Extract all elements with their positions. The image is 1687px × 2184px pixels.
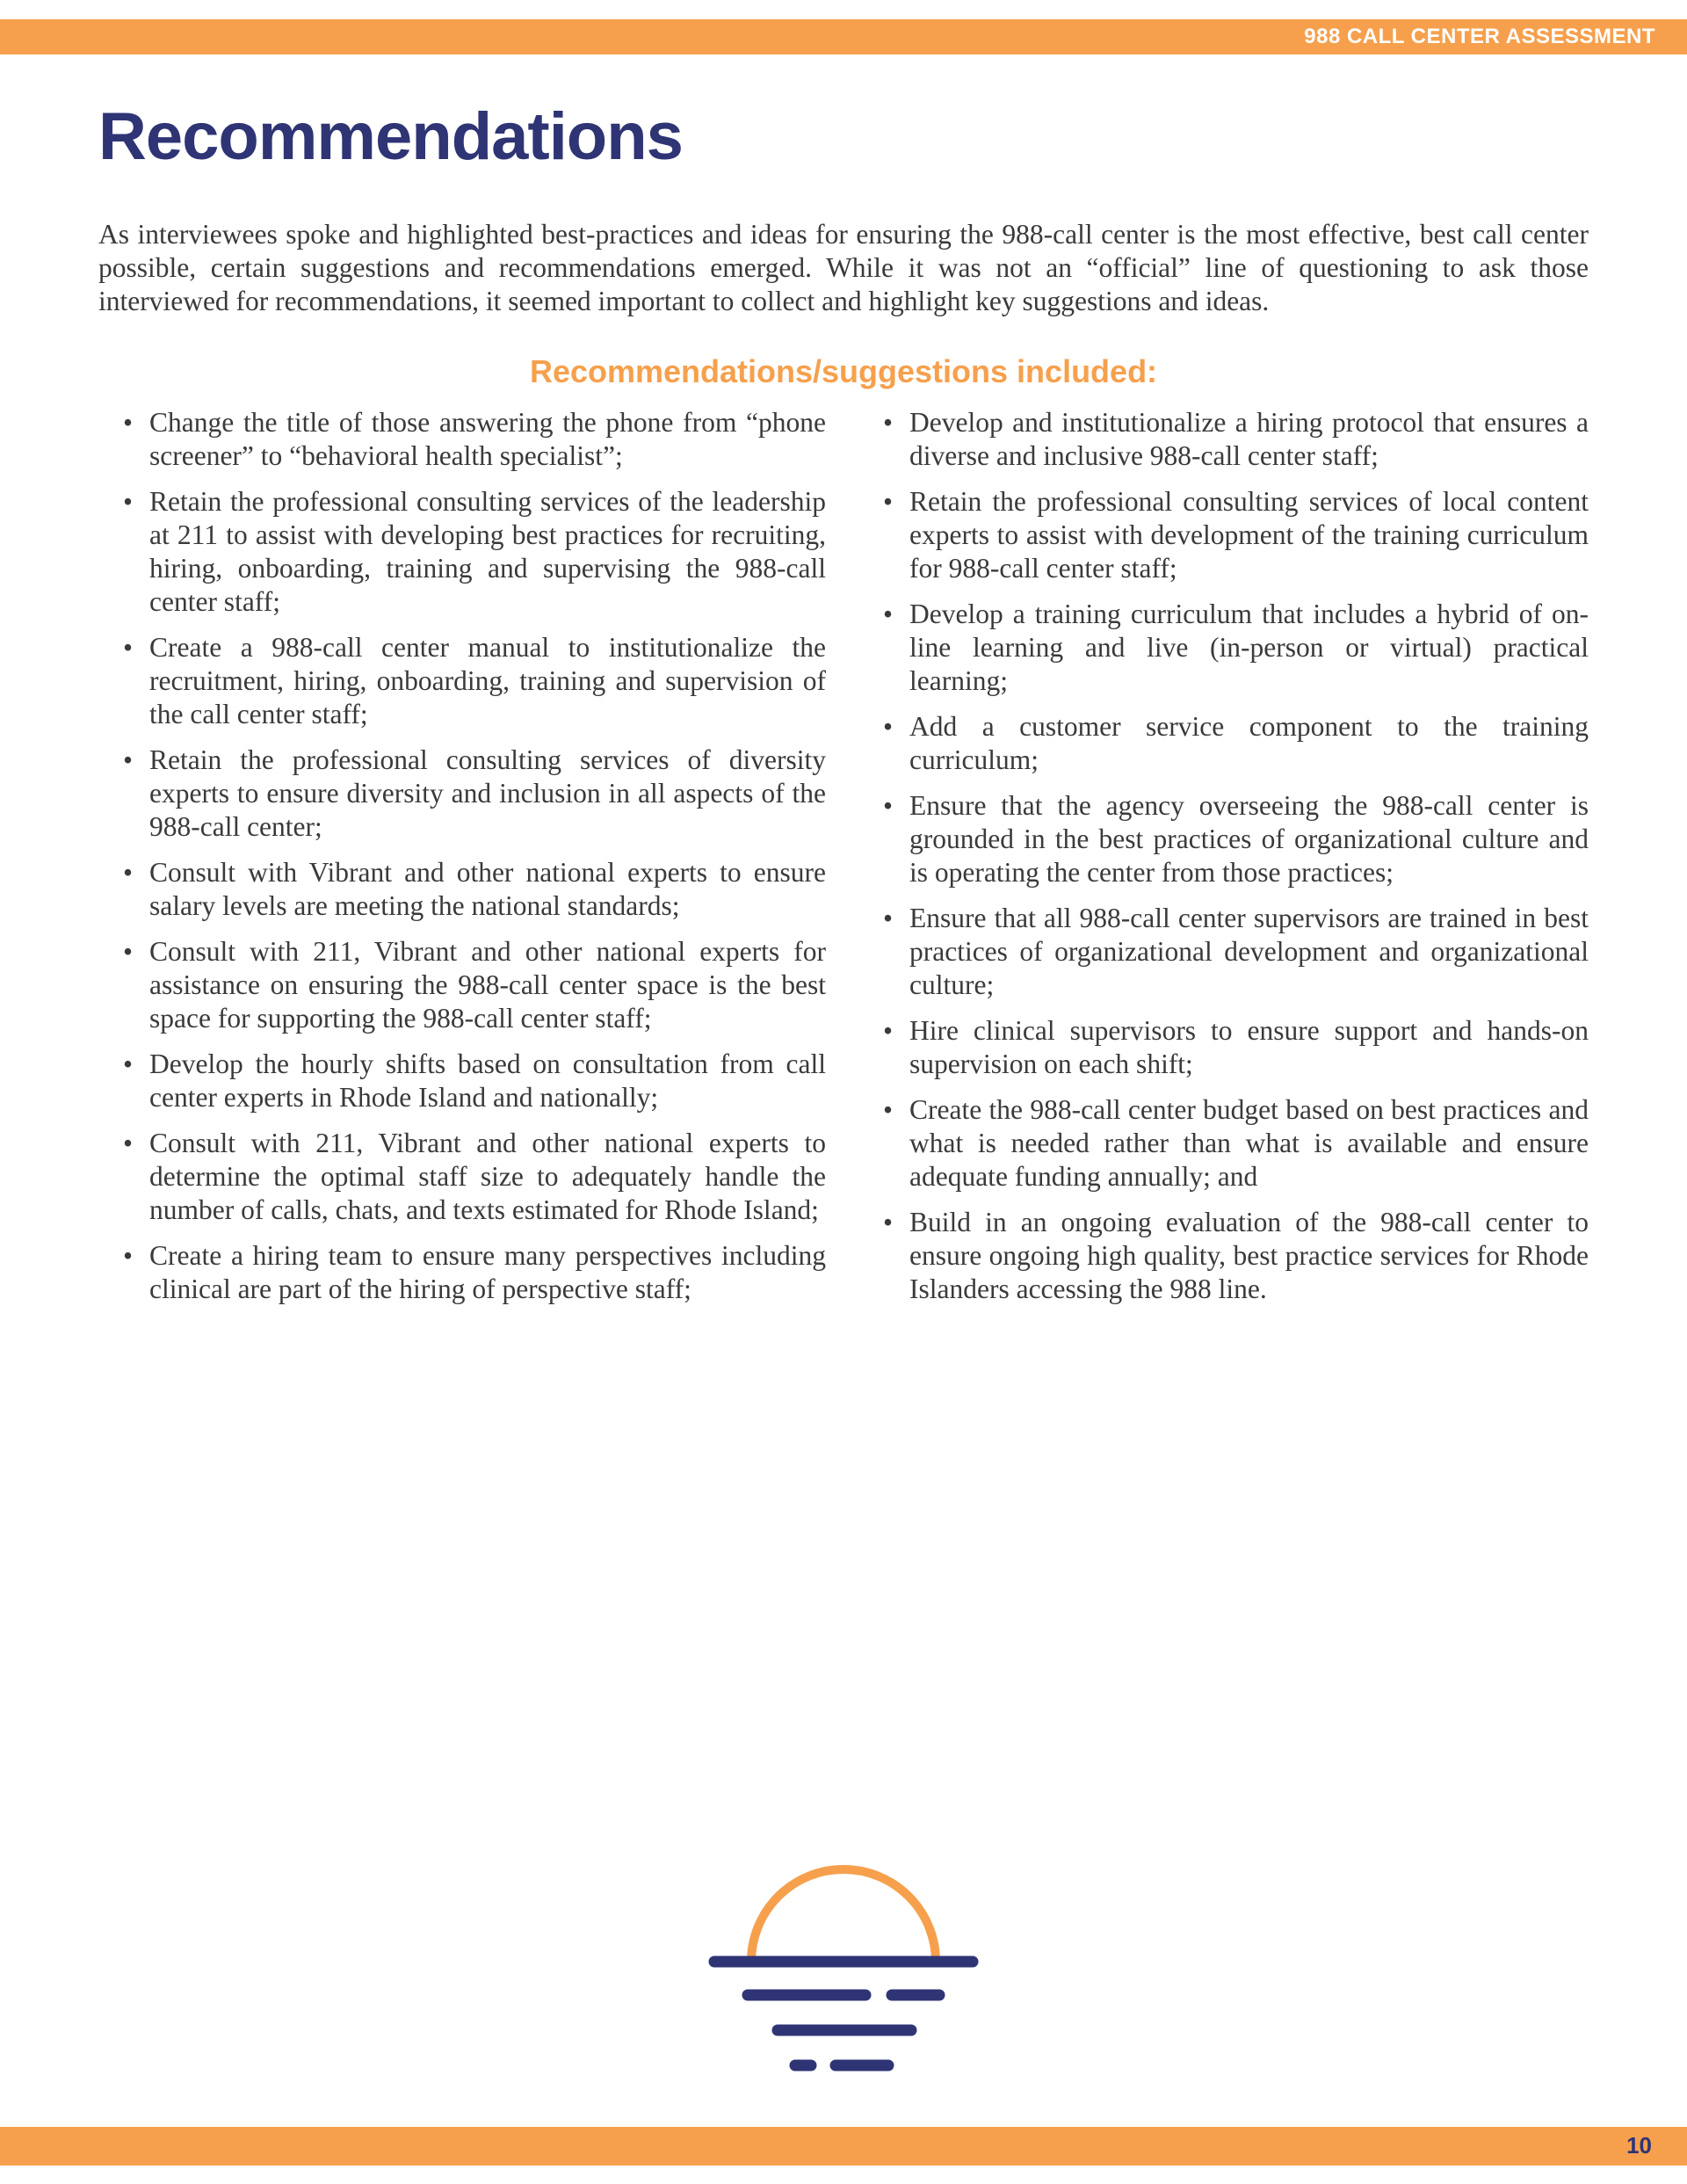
page-number: 10 [1626,2132,1652,2159]
page-title: Recommendations [98,99,683,174]
recommendation-item: • Retain the professional consulting services of local content experts to assist with development of the training curriculum for 988-call center staff; [883,485,1589,585]
recommendation-item: • Consult with 211, Vibrant and other national experts to determine the optimal staff size to adequately handle the number of calls, chats, and texts estimated for Rhode Island; [123,1127,826,1227]
recommendation-item: • Develop the hourly shifts based on consultation from call center experts in Rhode Island and nationally; [123,1048,826,1114]
intro-paragraph: As interviewees spoke and highlighted best-practices and ideas for ensuring the 988-call center is the most effective, best call center possible, certain suggestions and recommendations emerged. While it was not an “official” line of questioning to ask those interviewed for recommendations, it seemed important to collect and highlight key suggestions and ideas. [98,219,1589,316]
recommendations-left-column [123,406,826,1318]
sun-arc [751,1869,936,1962]
recommendation-item: • Develop a training curriculum that includes a hybrid of on-line learning and live (in-person or virtual) practical learning; [883,598,1589,698]
recommendation-item: • Retain the professional consulting services of the leadership at 211 to assist with developing best practices for recruiting, hiring, onboarding, training and supervising the 988-call center staff; [123,485,826,619]
recommendation-item: • Create a 988-call center manual to institutionalize the recruitment, hiring, onboarding, training and supervision of the call center staff; [123,631,826,731]
recommendation-item: • Change the title of those answering the phone from “phone screener” to “behavioral health specialist”; [123,406,826,473]
recommendation-item: • Hire clinical supervisors to ensure support and hands-on supervision on each shift; [883,1014,1589,1081]
recommendation-item: • Create the 988-call center budget based on best practices and what is needed rather than what is available and ensure adequate funding annually; and [883,1093,1589,1194]
recommendation-item: • Ensure that the agency overseeing the 988-call center is grounded in the best practices of organizational culture and is operating the center from those practices; [883,789,1589,889]
header-bar [0,19,1687,54]
recommendation-item: • Add a customer service component to the training curriculum; [883,710,1589,777]
sunset-over-water-icon [707,1854,980,2074]
document-header-label: 988 CALL CENTER ASSESSMENT [1304,25,1655,48]
recommendation-item: • Build in an ongoing evaluation of the 988-call center to ensure ongoing high quality, best practice services for Rhode Islanders accessing the 988 line. [883,1206,1589,1306]
recommendation-item: • Retain the professional consulting services of diversity experts to ensure diversity and inclusion in all aspects of the 988-call center; [123,744,826,844]
footer-bar [0,2127,1687,2166]
recommendation-item: • Consult with 211, Vibrant and other national experts for assistance on ensuring the 988-call center space is the best space for supporting the 988-call center staff; [123,935,826,1035]
section-heading: Recommendations/suggestions included: [529,353,1158,389]
recommendation-item: • Develop and institutionalize a hiring protocol that ensures a diverse and inclusive 988-call center staff; [883,406,1589,473]
recommendation-item: • Create a hiring team to ensure many perspectives including clinical are part of the hiring of perspective staff; [123,1239,826,1306]
recommendation-item: • Ensure that all 988-call center supervisors are trained in best practices of organizational development and organizational culture; [883,902,1589,1002]
recommendations-right-column [883,406,1589,1318]
recommendation-item: • Consult with Vibrant and other national experts to ensure salary levels are meeting the national standards; [123,856,826,923]
